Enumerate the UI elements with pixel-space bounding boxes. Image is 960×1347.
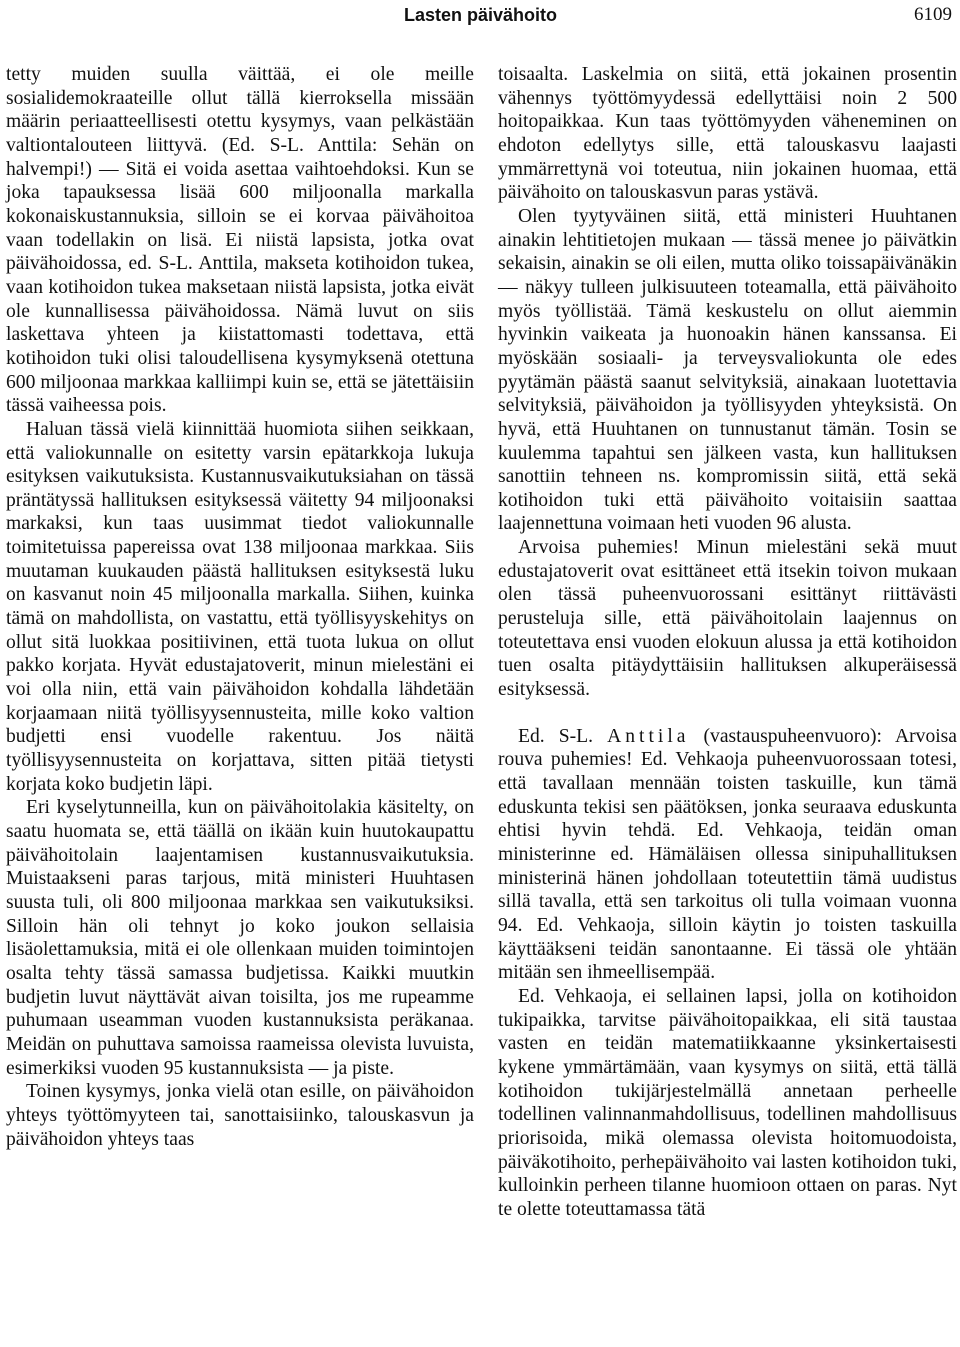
speaker-name: Anttila <box>607 725 690 747</box>
paragraph: toisaalta. Laskelmia on siitä, että jokainen prosentin vähennys työttömyydessä edellyttäisi noin 2 500 hoitopaikkaa. Kun taas työttömyyden väheneminen on ehdoton edellytys sille, että talouskasvu laajasti ymmärrettynä voi toteutua, niin jokainen huomaa, että päivähoito on talouskasvun paras ystävä. <box>498 64 957 204</box>
left-column <box>6 63 474 1151</box>
paragraph: Arvoisa puhemies! Minun mielestäni sekä muut edustajatoverit ovat esittäneet että itsekin toivon mukaan olen tässä puheenvuorossani esittänyt riittävästi perusteluja sille, että päivähoitolain laajennus on toteutettava ensi vuoden elokuun alussa ja että kotihoidon tuen osalta pitäydyttäisiin hallituksen alkuperäisessä esityksessä. <box>498 537 957 701</box>
page-number: 6109 <box>914 4 952 25</box>
paragraph: Eri kyselytunneilla, kun on päivähoitolakia käsitelty, on saatu huomata se, että täällä on ikään kuin huutokaupattu päivähoitolain laajentamisen kustannusvaikutuksia. Muistaakseni paras tarjous, mitä ministeri Huuhtasen suusta tuli, oli 800 miljoonaa markkaa sen vaikutuksiksi. Silloin hän oli tehnyt jo koko joukon sellaisia lisäolettamuksia, mitä ei ole ollenkaan muiden toimintojen osalta tehty tässä samassa budjetissa. Kaikki muutkin budjetin luvut näyttävät aivan toisilta, jos me rupeamme puhumaan useamman vuoden kustannuksista peräkanaa. Meidän on puhuttava samoissa raameissa olevista luvuista, esimerkiksi vuoden 95 kustannuksista — ja piste. <box>6 797 474 1079</box>
page-header <box>0 0 960 40</box>
right-column <box>498 63 957 1222</box>
paragraph: tetty muiden suulla väittää, ei ole meille sosialidemokraateille ollut tällä kierroksella missään määrin periaatteellisesti otettu kysymys, vaan pelkästään valtiontalouteen liittyvä. (Ed. S-L. Anttila: Sehän on halvempi!) — Sitä ei voida asettaa vaihtoehdoksi. Kun se joka tapauksessa lisää 600 miljoonalla markalla kokonaiskustannuksia, silloin se ei korvaa päivähoitoa vaan todellakin on lisä. Ei niistä lapsista, jotka ovat päivähoidossa, ed. S-L. Anttila, makseta kotihoidon tukea, vaan kotihoidon tukea maksetaan niistä lapsista, jotka eivät ole kunnallisessa päivähoidossa. Nämä luvut on siis laskettava yhteen ja kiistattomasti todettava, että kotihoidon tuki olisi taloudellisena kysymyksenä otettuna 600 miljoonaa markkaa kalliimpi kuin se, että se jätettäisiin tässä vaiheessa pois. <box>6 64 474 417</box>
running-title: Lasten päivähoito <box>404 5 558 25</box>
speaker-prefix: Ed. S-L. <box>518 725 608 747</box>
paragraph: Olen tyytyväinen siitä, että ministeri Huuhtanen ainakin lehtitietojen mukaan — tässä menee jo päivätkin sekaisin, ainakin se oli eilen, mutta oliko toissapäivänäkin — näkyy tulleen julkisuuteen toteamalla, että päivähoito myös työllistää. Tämä keskustelu on ollut aiemmin hyvinkin vaikeata ja huonoakin hänen kanssansa. Ei myöskään sosiaali- ja terveysvaliokunta ole edes pyytämän päästä saanut selvityksiä, ainakaan luotettavia selvityksiä, päivähoidon ja työllisyyden yhteyksistä. On hyvä, että Huuhtanen on tunnustanut tämän. Tosin se kuulemma tapahtui sen jälkeen vasta, kun hallituksen sanottiin tehneen ns. kompromissin siitä, että sekä kotihoidon tuki että päivähoito voitaisiin saattaa laajennettuna voimaan heti vuoden 96 alusta. <box>498 205 957 535</box>
speech-text: (vastauspuheenvuoro): Arvoisa rouva puhemies! Ed. Vehkaoja puheenvuorossaan totesi, että tavallaan mennään toisten taskuille, kun tämä eduskunta tekisi sen päätöksen, jonka seuraava eduskunta ehtisi hyvin tehdä. Ed. Vehkaoja, teidän oman ministerinne ed. Hämäläisen ollessa sinipuhallituksen ministerinä hänen johdollaan toteutettiin tämä uudistus sillä tavalla, että sen tarkoitus oli tulla voimaan vuonna 94. Ed. Vehkaoja, silloin käytin jo toisten taskuilla käyttääkseni teidän sanontaanne. Ei tässä ole yhtään mitään sen ihmeellisempää. <box>498 725 958 984</box>
speaker-paragraph <box>498 725 957 985</box>
paragraph: Toinen kysymys, jonka vielä otan esille, on päivähoidon yhteys työttömyyteen tai, sanottaisiinko, talouskasvun ja päivähoidon yhteys taas <box>6 1081 474 1150</box>
paragraph: Haluan tässä vielä kiinnittää huomiota siihen seikkaan, että valiokunnalle on esitetty varsin epätarkkoja lukuja esityksen vaikutuksista. Kustannusvaikutuksiahan on tässä präntätyssä hallituksen esityksessä väitetty 94 miljoonaksi markaksi, kun taas uusimmat tiedot valiokunnalle toimitetuissa papereissa ovat 138 miljoonaa markkaa. Siis muutaman kuukauden päästä hallituksen esityksestä luku on kasvanut noin 45 miljoonalla markalla. Siihen, kuinka tämä on mahdollista, on vastattu, että työllisyyskehitys on ollut sitä luokkaa positiivinen, että tuota lukua on ollut pakko korjata. Hyvät edustajatoverit, minun mielestäni ei voi olla niin, että vain päivähoidon kohdalla lähdetään korjaamaan niitä työllisyysennusteita, mille koko valtion budjetti ensi vuodelle rakentuu. Jos näitä työllisyysennusteita on korjattava, sitten pitää tietysti korjata koko budjetin läpi. <box>6 418 474 795</box>
paragraph: Ed. Vehkaoja, ei sellainen lapsi, jolla on kotihoidon tukipaikka, tarvitse päivähoitopaikkaa, eli sitä taustaa vasten en teidän matematiikkaanne yksinkertaisesti kykene ymmärtämään, vaan kysymys on siitä, että tällä kotihoidon tukijärjestelmällä annetaan perheelle todellinen valinnanmahdollisuus, todellinen mahdollisuus priorisoida, mikä olemassa olevista hoitomuodoista, päiväkotihoito, perhepäivähoito vai lasten kotihoidon tuki, kulloinkin perheen tilanne huomioon ottaen on paras. Nyt te olette toteuttamassa tätä <box>498 985 957 1220</box>
